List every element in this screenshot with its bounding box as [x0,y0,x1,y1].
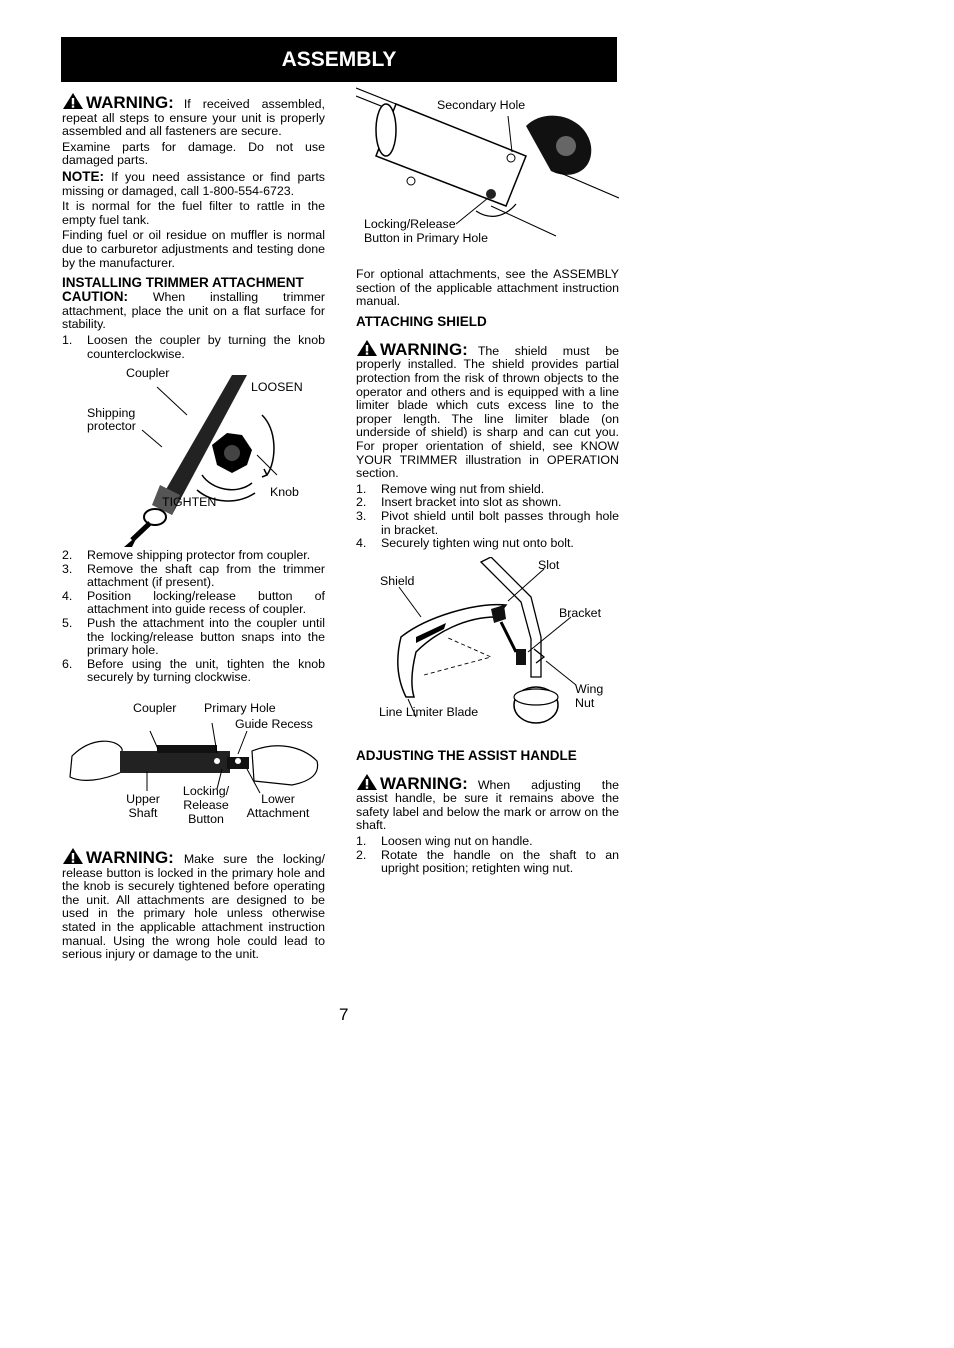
lower-label: Lower [261,792,295,807]
step-text: Loosen wing nut on handle. [381,834,533,849]
section-title: ASSEMBLY [281,47,397,71]
warning-block [62,847,325,962]
steps-list [62,549,325,685]
step-number: 3. [62,561,73,576]
note-block [62,170,325,198]
steps-list [62,334,325,361]
warning-icon [62,92,84,110]
warning-text: When adjusting the assist handle, be sure it remains above the safety label and below the mark or arrow on the shaft. [356,777,619,833]
shipping-label: Shipping [87,406,136,421]
warning-text: Make sure the locking/ release button is locked in the primary hole and the knob is securely tightened before operating the unit. All attachments are designed to be used in the primary hole unless otherwise stated in the applicable attachment instruction manual. Using the wrong hole could lead to serious injury or damage to the unit. [62,852,325,962]
list-item [356,835,619,849]
shield-figure [356,557,619,739]
list-item [62,334,325,361]
hole-figure [356,86,619,258]
coupler-label: Coupler [126,366,170,381]
button-primary-label: Button in Primary Hole [364,231,488,245]
list-item [62,658,325,685]
list-item [356,496,619,510]
warning-label: WARNING: [380,773,468,793]
button-label: Button [188,812,224,827]
list-item [356,537,619,551]
coupler-label: Coupler [133,701,177,716]
page-number: 7 [339,1005,349,1024]
note-text: If you need assistance or find parts missing or damaged, call 1-800-554-6723. [62,169,325,198]
warning-icon [62,847,84,865]
left-column [62,92,325,964]
paragraph: Finding fuel or oil residue on muffler is normal due to carburetor adjustments and testing done by the manufacturer. [62,228,325,270]
step-number: 6. [62,656,73,671]
step-text: Insert bracket into slot as shown. [381,495,562,510]
step-text: Rotate the handle on the shaft to an upright position; retighten wing nut. [381,847,619,876]
attachment-figure [62,701,325,841]
steps-list [356,483,619,551]
line-limiter-label: Line Limiter Blade [379,704,479,719]
step-number: 1. [62,332,73,347]
guide-recess-label: Guide Recess [235,717,313,732]
warning-label: WARNING: [380,339,468,359]
list-item [62,563,325,590]
step-text: Securely tighten wing nut onto bolt. [381,536,574,551]
step-text: Before using the unit, tighten the knob securely by turning clockwise. [87,656,325,685]
nut-label: Nut [575,695,595,710]
step-text: Position locking/release button of attachment into guide recess of coupler. [87,588,325,617]
attachment-label: Attachment [246,806,310,821]
warning-icon [356,339,378,357]
slot-label: Slot [538,557,560,572]
step-number: 4. [356,536,367,551]
step-number: 1. [356,834,367,849]
list-item [62,617,325,658]
list-item [356,483,619,497]
step-text: Loosen the coupler by turning the knob counterclockwise. [87,332,325,361]
paragraph: Examine parts for damage. Do not use damaged parts. [62,139,325,168]
bracket-label: Bracket [559,605,602,620]
warning-icon [356,773,378,791]
paragraph: It is normal for the fuel filter to rattle in the empty fuel tank. [62,199,325,227]
loosen-label: LOOSEN [251,380,303,395]
knob-label: Knob [270,485,299,500]
paragraph: For optional attachments, see the ASSEMBLY section of the applicable attachment instruction manual. [356,267,619,309]
step-number: 5. [62,616,73,631]
step-number: 1. [356,481,367,496]
wing-label: Wing [575,681,604,696]
primary-hole-label: Primary Hole [204,701,276,716]
steps-list [356,835,619,876]
right-column [356,86,619,876]
upper-label: Upper [126,792,160,807]
secondary-hole-label: Secondary Hole [437,98,526,112]
section-heading: ATTACHING SHIELD [356,313,487,329]
step-number: 2. [62,548,73,563]
step-text: Remove the shaft cap from the trimmer attachment (if present). [87,561,325,590]
step-number: 2. [356,495,367,510]
shaft-label: Shaft [128,806,158,821]
step-text: Push the attachment into the coupler until the locking/release button snaps into the primary hole. [87,616,325,658]
caution-label: CAUTION: [62,289,128,305]
locking-release-label: Locking/Release [364,217,456,231]
step-number: 3. [356,508,367,523]
step-text: Remove shipping protector from coupler. [87,548,311,563]
warning-text: The shield must be properly installed. The shield provides partial protection from the risk of thrown objects to the operator and others and is equipped with a line limiter blade which cuts excess line to the proper length. The line limiter blade (on underside of shield) is sharp and can cut you. For proper orientation of shield, see KNOW YOUR TRIMMER illustration in OPERATION section. [356,343,619,481]
warning-text: If received assembled, repeat all steps to ensure your unit is properly assembled and all fasteners are secure. [62,97,325,139]
protector-label: protector [87,419,136,434]
release-label: Release [183,798,229,813]
tighten-label: TIGHTEN [162,495,217,510]
step-text: Remove wing nut from shield. [381,481,545,496]
section-heading: ADJUSTING THE ASSIST HANDLE [356,747,577,763]
note-label: NOTE: [62,168,104,184]
warning-label: WARNING: [86,93,174,112]
caution-block [62,290,325,332]
warning-block [356,773,619,833]
step-number: 4. [62,588,73,603]
shield-label: Shield [380,573,415,588]
list-item [356,849,619,876]
warning-label: WARNING: [86,848,174,868]
coupler-knob-figure [62,365,325,547]
list-item [62,549,325,563]
list-item [356,510,619,537]
warning-block [62,92,325,139]
step-number: 2. [356,847,367,862]
warning-block [356,339,619,481]
locking-label: Locking/ [182,784,230,799]
step-text: Pivot shield until bolt passes through hole in bracket. [381,508,619,537]
section-banner [61,37,617,82]
caution-text: When installing trimmer attachment, place the unit on a flat surface for stability. [62,290,325,332]
section-heading: INSTALLING TRIMMER ATTACHMENT [62,275,304,291]
list-item [62,590,325,617]
